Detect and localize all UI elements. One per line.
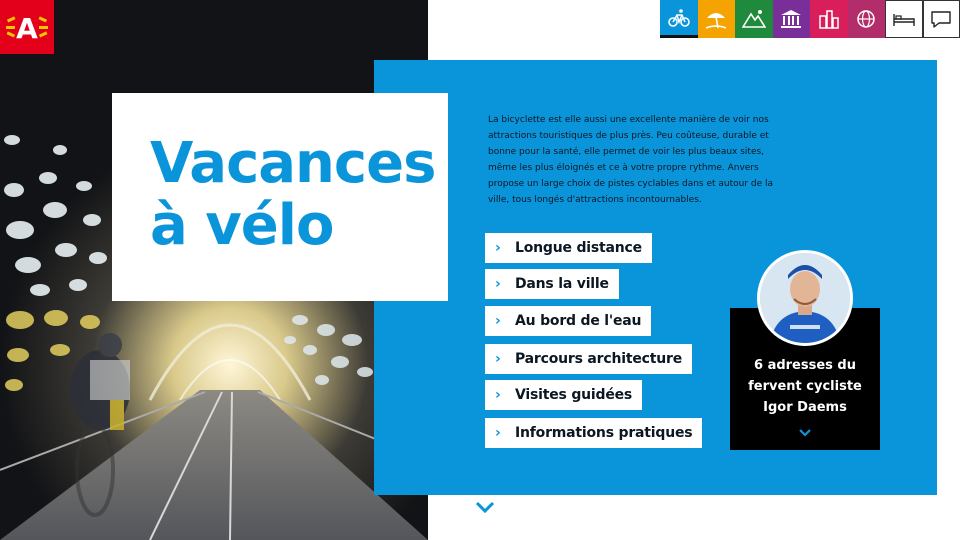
top-nav xyxy=(660,0,960,38)
title-line-1: Vacances xyxy=(150,131,436,196)
link-label: Dans la ville xyxy=(515,276,609,292)
avatar xyxy=(757,250,853,346)
link-label: Visites guidées xyxy=(515,387,633,403)
chevron-right-icon: › xyxy=(495,240,501,256)
chevron-right-icon: › xyxy=(495,387,501,403)
nav-stay-button[interactable] xyxy=(885,0,923,38)
link-dans-la-ville[interactable] xyxy=(485,269,619,299)
promo-line-2: fervent cycliste xyxy=(748,379,862,394)
nav-city-button[interactable] xyxy=(810,0,848,38)
promo-line-3: Igor Daems xyxy=(763,400,847,415)
link-label: Parcours architecture xyxy=(515,351,682,367)
museum-icon xyxy=(779,8,803,30)
link-label: Au bord de l'eau xyxy=(515,313,642,329)
city-logo[interactable] xyxy=(0,0,54,54)
chevron-right-icon: › xyxy=(495,425,501,441)
chevron-right-icon: › xyxy=(495,351,501,367)
speech-bubble-icon xyxy=(929,8,953,30)
mountain-icon xyxy=(742,8,766,30)
title-card xyxy=(112,93,448,301)
nav-bike-button[interactable] xyxy=(660,0,698,38)
title-line-2: à vélo xyxy=(150,193,334,258)
intro-text: La bicyclette est elle aussi une excellente manière de voir nos attractions touristiques de plus près. Peu coûteuse, durable et bonne pour la santé, elle permet de voir les plus beaux sites, même les plus éloignés et ce à votre propre rythme. Anvers propose un large choix de pistes cyclables dans et autour de la ville, tous longés d'attractions incontournables. xyxy=(488,115,774,205)
logo-letter: A xyxy=(16,12,38,45)
globe-icon xyxy=(854,8,878,30)
city-buildings-icon xyxy=(817,8,841,30)
page-title xyxy=(150,133,435,257)
nav-world-button[interactable] xyxy=(848,0,886,38)
link-informations-pratiques[interactable] xyxy=(485,418,702,448)
link-label: Longue distance xyxy=(515,240,642,256)
link-label: Informations pratiques xyxy=(515,425,693,441)
link-visites-guidees[interactable] xyxy=(485,380,642,410)
chevron-right-icon: › xyxy=(495,276,501,292)
nav-culture-button[interactable] xyxy=(773,0,811,38)
chevron-right-icon: › xyxy=(495,313,501,329)
link-parcours-architecture[interactable] xyxy=(485,344,692,374)
scroll-down-chevron-icon[interactable] xyxy=(474,499,496,515)
nav-beach-button[interactable] xyxy=(698,0,736,38)
promo-text xyxy=(730,355,880,418)
beach-umbrella-icon xyxy=(704,8,728,30)
nav-chat-button[interactable] xyxy=(923,0,960,38)
bed-icon xyxy=(892,8,916,30)
bike-icon xyxy=(667,7,691,29)
promo-line-1: 6 adresses du xyxy=(754,358,856,373)
nav-nature-button[interactable] xyxy=(735,0,773,38)
link-au-bord-de-leau[interactable] xyxy=(485,306,651,336)
link-longue-distance[interactable] xyxy=(485,233,652,263)
chevron-down-icon xyxy=(798,428,812,438)
